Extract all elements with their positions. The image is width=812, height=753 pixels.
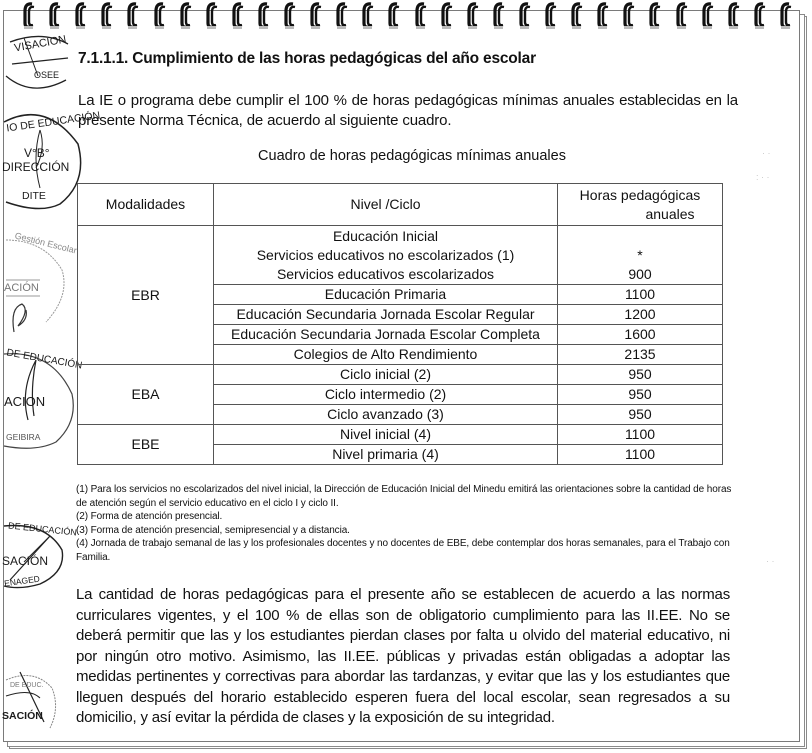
spiral-ring-icon [335, 1, 349, 29]
spiral-ring-icon [753, 1, 767, 29]
header-horas-line1: Horas pedagógicas [579, 186, 701, 203]
footnotes [76, 483, 736, 565]
horas-cell: 950 [558, 365, 723, 385]
nivel-cell: Nivel inicial (4) [214, 425, 558, 445]
header-horas-line2: anuales [645, 205, 695, 222]
modalidad-cell: EBE [78, 425, 214, 465]
spiral-ring-icon [492, 1, 506, 29]
horas-cell: 1200 [558, 305, 723, 325]
spiral-ring-icon [205, 1, 219, 29]
nivel-cell: Ciclo inicial (2) [214, 365, 558, 385]
stamp-text: GEIBIRA [6, 432, 41, 442]
closing-paragraph: La cantidad de horas pedagógicas para el presente año se establecen de acuerdo a las normas curriculares vigentes, y el 100 % de ellas son de obligatorio cumplimiento para las II.EE. No se deberá permitir que las y los estudiantes pierdan clases por falta u olvido del material educativo, ni por ningún otro motivo. Asimismo, las II.EE. públicas y privadas están obligadas a adoptar las medidas pertinentes y correctivas para abordar las tardanzas, y evitar que las y los estudiantes que lleguen después del horario establecido esperen fuera del local escolar, sean regresados a su domicilio, y así evitar la pérdida de clases y la exposición de su integridad. [76, 586, 730, 726]
spiral-ring-icon [675, 1, 689, 29]
nivel-line: Servicios educativos no escolarizados (1) [256, 246, 515, 263]
stamp-gestion-escolar [0, 230, 78, 336]
stamp-text: SACIÓN [2, 710, 43, 722]
nivel-cell: Nivel primaria (4) [214, 445, 558, 465]
spiral-ring-icon [466, 1, 480, 29]
spiral-ring-icon [596, 1, 610, 29]
stamp-educacion-denaged [0, 522, 76, 592]
nivel-line: Educación Inicial [332, 227, 439, 244]
stamp-educacion-bottom [0, 668, 70, 738]
spiral-ring-icon [153, 1, 167, 29]
nivel-line: Servicios educativos escolarizados [276, 265, 495, 282]
nivel-cell: Ciclo avanzado (3) [214, 405, 558, 425]
scan-speck: · · [766, 556, 775, 566]
header-nivel-ciclo: Nivel /Ciclo [214, 184, 558, 226]
table-row [78, 226, 723, 285]
spiral-ring-icon [387, 1, 401, 29]
footnote-1: (1) Para los servicios no escolarizados del nivel inicial, la Dirección de Educación Inicial del Minedu emitirá las orientaciones sobre la cantidad de horas de atención según el servicio educativo en el ciclo I y ciclo II. [76, 484, 732, 509]
footnote-4: (4) Jornada de trabajo semanal de las y los profesionales docentes y no docentes de EBE, debe contemplar dos horas semanales, para el Trabajo con Familia. [76, 538, 730, 563]
nivel-cell: Educación Primaria [214, 285, 558, 305]
spiral-ring-icon [361, 1, 375, 29]
stamp-text: SACIÓN [2, 554, 49, 568]
section-title: 7.1.1.1. Cumplimiento de las horas pedagógicas del año escolar [78, 50, 536, 67]
stamp-text: ENAGED [3, 573, 41, 589]
stamp-text: DIRECCIÓN [2, 160, 70, 174]
header-modalidades: Modalidades [78, 184, 214, 226]
spiral-ring-icon [622, 1, 636, 29]
horas-cell: 1100 [558, 425, 723, 445]
spiral-ring-icon [74, 1, 88, 29]
horas-line: * [637, 246, 643, 263]
spiral-ring-icon [179, 1, 193, 29]
spiral-ring-icon [727, 1, 741, 29]
stamp-text: IO DE EDUCACIÓN [5, 109, 101, 135]
horas-cell [558, 226, 723, 285]
footnote-2: (2) Forma de atención presencial. [76, 511, 223, 523]
spiral-binding [0, 0, 812, 32]
spiral-ring-icon [440, 1, 454, 29]
hours-table [77, 183, 723, 465]
stamp-text: DITE [22, 190, 46, 202]
spiral-ring-icon [570, 1, 584, 29]
horas-line [558, 227, 722, 246]
scan-speck: · · [762, 148, 771, 158]
intro-paragraph: La IE o programa debe cumplir el 100 % de horas pedagógicas mínimas anuales establecidas en la presente Norma Técnica, de acuerdo al siguiente cuadro. [78, 92, 738, 129]
footnote-3: (3) Forma de atención presencial, semipresencial y a distancia. [76, 524, 350, 536]
stamp-text: ACION [4, 394, 46, 409]
scan-speck: : · · [756, 172, 770, 182]
horas-cell: 1600 [558, 325, 723, 345]
stamp-visacion-osee [2, 32, 72, 92]
spiral-ring-icon [779, 1, 793, 29]
spiral-ring-icon [283, 1, 297, 29]
horas-cell: 1100 [558, 285, 723, 305]
spiral-ring-icon [701, 1, 715, 29]
spiral-ring-icon [48, 1, 62, 29]
stamp-text: DE EDUCACIÓN [5, 347, 84, 372]
spiral-ring-icon [414, 1, 428, 29]
table-row [78, 425, 723, 445]
stamp-circle-icon [0, 668, 72, 740]
stamp-text: ACIÓN [4, 282, 39, 294]
spiral-ring-icon [257, 1, 271, 29]
horas-cell: 950 [558, 385, 723, 405]
table-row [78, 365, 723, 385]
spiral-ring-icon [648, 1, 662, 29]
stamp-text: DE EDUCACIÓN [7, 520, 78, 538]
stamp-text: V°B° [24, 146, 50, 160]
modalidad-cell: EBR [78, 226, 214, 365]
spiral-ring-icon [22, 1, 36, 29]
modalidad-cell: EBA [78, 365, 214, 425]
horas-line: 900 [628, 265, 652, 282]
stamp-text: DE EDUC. [10, 682, 44, 689]
table-caption: Cuadro de horas pedagógicas mínimas anuales [258, 148, 566, 164]
stamp-text: Gestión Escolar [13, 230, 78, 256]
nivel-cell: Ciclo intermedio (2) [214, 385, 558, 405]
table-header-row [78, 184, 723, 226]
stamp-text: OSEE [34, 70, 60, 80]
spiral-ring-icon [518, 1, 532, 29]
nivel-cell: Educación Secundaria Jornada Escolar Completa [214, 325, 558, 345]
nivel-cell [214, 226, 558, 285]
horas-cell: 1100 [558, 445, 723, 465]
stamp-educacion-geibira [0, 347, 84, 450]
horas-cell: 950 [558, 405, 723, 425]
spiral-ring-icon [100, 1, 114, 29]
spiral-ring-icon [309, 1, 323, 29]
horas-cell: 2135 [558, 345, 723, 365]
stamp-text: VISACION [13, 33, 68, 55]
nivel-cell: Educación Secundaria Jornada Escolar Regular [214, 305, 558, 325]
spiral-ring-icon [231, 1, 245, 29]
header-horas [558, 184, 723, 226]
spiral-ring-icon [544, 1, 558, 29]
nivel-cell: Colegios de Alto Rendimiento [214, 345, 558, 365]
spiral-ring-icon [126, 1, 140, 29]
